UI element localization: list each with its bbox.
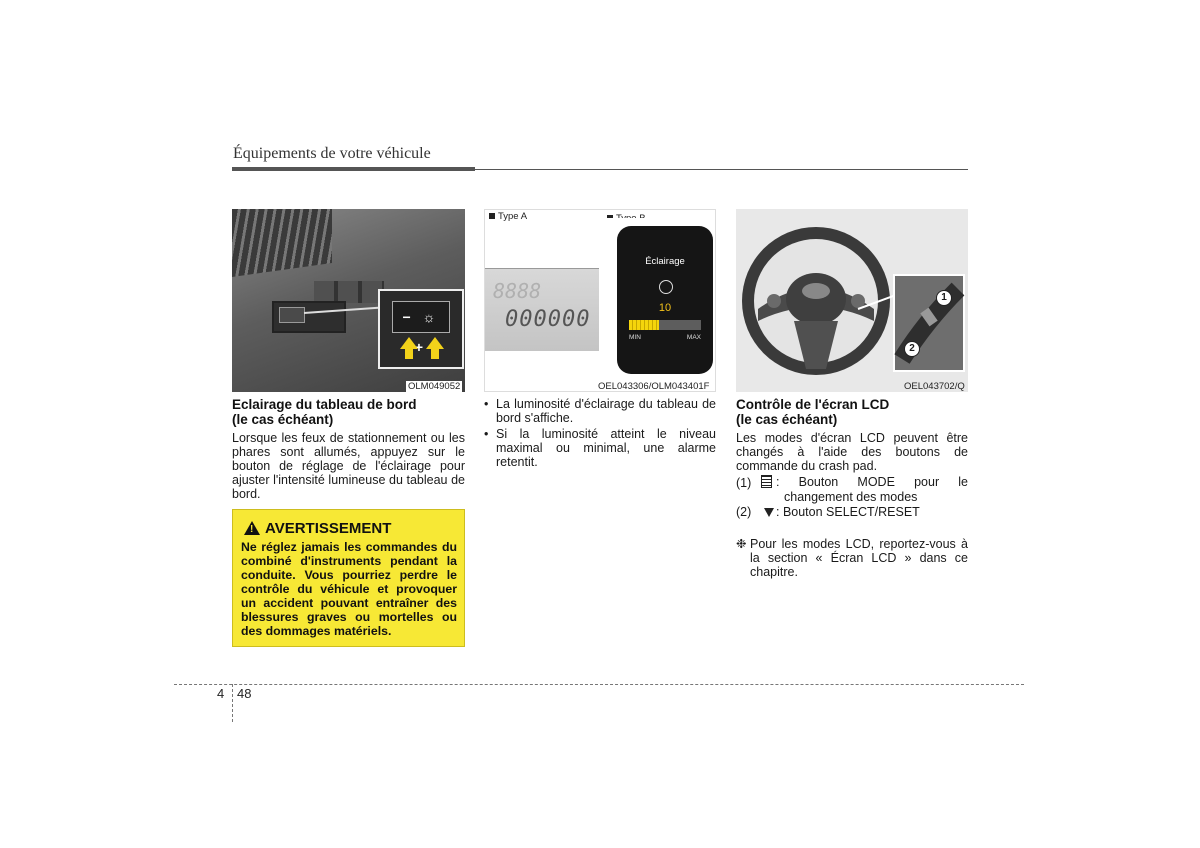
select-triangle-icon	[764, 508, 774, 517]
lcd-type-a	[485, 268, 599, 351]
warning-box	[232, 509, 465, 647]
list-item	[736, 475, 968, 504]
item-text: changement des modes	[784, 490, 918, 504]
arrow-stem	[431, 349, 439, 359]
air-vent	[232, 209, 332, 277]
lcd-type-b	[599, 218, 716, 392]
heading-line: Eclairage du tableau de bord	[232, 397, 417, 412]
image-code: OEL043702/Q	[904, 381, 965, 392]
level-bar	[629, 320, 701, 330]
callout-2: 2	[904, 341, 920, 357]
footer-vertical-rule	[232, 684, 233, 722]
section-heading	[232, 397, 417, 427]
lcd-title: Éclairage	[645, 256, 685, 267]
mode-button-icon	[761, 475, 772, 488]
header-rule-thick	[232, 167, 475, 171]
bullet-text: La luminosité d'éclairage du tableau de bord s'affiche.	[496, 397, 716, 425]
bullet-item: • La luminosité d'éclairage du tableau de bord s'affiche.	[484, 397, 716, 425]
note-marker: ❉	[736, 537, 747, 551]
zoom-switch: − ☼ +	[392, 301, 450, 333]
arrow-stem	[405, 349, 413, 359]
running-header-title: Équipements de votre véhicule	[233, 145, 431, 162]
image-code: OEL043306/OLM043401F	[598, 381, 710, 392]
header-rule-thin	[475, 169, 968, 170]
note	[736, 537, 968, 579]
blank-switch-panel	[314, 281, 384, 303]
image-code: OLM049052	[408, 381, 461, 392]
warning-title: AVERTISSEMENT	[265, 520, 392, 537]
type-a-label: Type A	[489, 211, 527, 222]
chapter-number: 4	[217, 686, 225, 701]
bullet-item: • Si la luminosité atteint le niveau maximal ou minimal, une alarme retentit.	[484, 427, 716, 469]
lcd-level: 10	[658, 302, 672, 314]
page-number: 48	[237, 686, 252, 701]
heading-line: (le cas échéant)	[232, 412, 334, 427]
footer-dashed-rule	[174, 684, 1024, 685]
item-text: : Bouton MODE pour le	[776, 475, 968, 489]
item-number: (2)	[736, 505, 752, 519]
lcd-ghost-digits: 8888	[493, 279, 542, 303]
light-bulb-icon	[659, 280, 673, 294]
level-bar-fill	[629, 320, 659, 330]
lcd-odometer-digits: 000000	[505, 307, 591, 332]
section-paragraph: Lorsque les feux de stationnement ou les phares sont allumés, appuyez sur le bouton de réglage de l'éclairage pour ajuster l'intensité lumineuse du tableau de bord.	[232, 431, 465, 501]
callout-1: 1	[936, 290, 952, 306]
bar-min-label: MIN	[629, 334, 641, 341]
steering-wheel-photo	[736, 209, 968, 392]
arrow-up-icon	[400, 337, 418, 349]
lcd-type-b-screen	[617, 226, 713, 374]
list-item	[736, 505, 968, 519]
warning-exclamation: !	[250, 524, 254, 535]
zoom-inset	[378, 289, 464, 369]
lcd-illumination-figure	[484, 209, 716, 392]
section-paragraph: Les modes d'écran LCD peuvent être changés à l'aide des boutons de commande du crash pad.	[736, 431, 968, 473]
bullet-text: Si la luminosité atteint le niveau maximal ou minimal, une alarme retentit.	[496, 427, 716, 469]
square-bullet-icon	[489, 213, 495, 219]
steering-wheel-svg	[736, 209, 968, 392]
item-number: (1)	[736, 476, 752, 490]
bar-max-label: MAX	[686, 334, 701, 341]
item-text: : Bouton SELECT/RESET	[776, 505, 920, 519]
arrow-up-icon	[426, 337, 444, 349]
note-text: Pour les modes LCD, reportez-vous à la section « Écran LCD » dans ce chapitre.	[750, 537, 968, 579]
dashboard-illumination-photo	[232, 209, 465, 392]
warning-body: Ne réglez jamais les commandes du combiné d'instruments pendant la conduite. Vous pourriez perdre le contrôle du véhicule et provoquer un accident pouvant entraîner des blessures graves ou mortelles ou des dommages matériels.	[241, 540, 457, 638]
section-heading	[736, 397, 889, 427]
heading-line: Contrôle de l'écran LCD	[736, 397, 890, 412]
illumination-switch	[279, 307, 305, 323]
heading-line: (le cas échéant)	[736, 412, 838, 427]
